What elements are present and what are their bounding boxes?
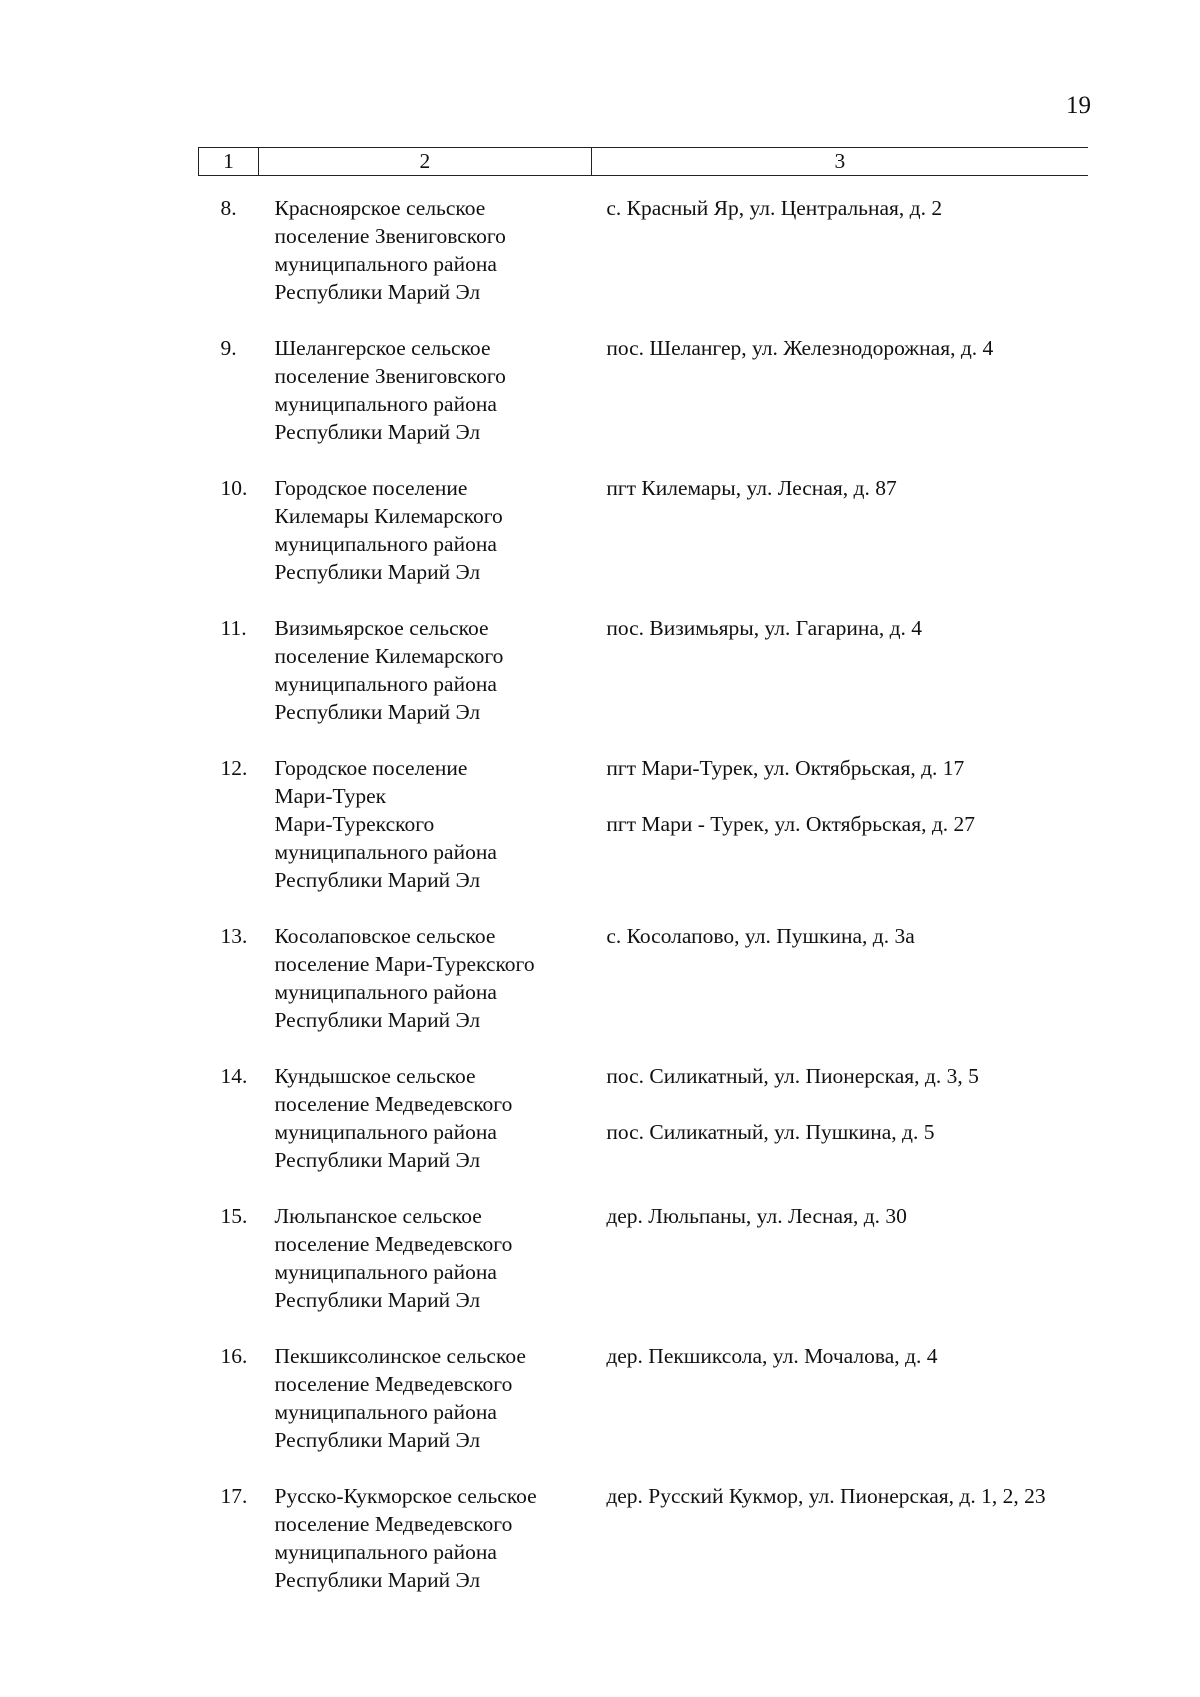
address-line: дер. Люльпаны, ул. Лесная, д. 30 (606, 1204, 907, 1228)
row-number: 13. (220, 924, 248, 948)
table-header (199, 148, 1089, 176)
column-header-1: 1 (199, 148, 259, 176)
address-cell (591, 334, 1088, 474)
address-cell (591, 1342, 1088, 1482)
table-row (199, 614, 1089, 754)
table-row (199, 1062, 1089, 1202)
row-number: 9. (220, 336, 237, 360)
table-row (199, 1202, 1089, 1342)
address-line: дер. Пекшиксола, ул. Мочалова, д. 4 (606, 1344, 938, 1368)
row-number: 10. (220, 476, 248, 500)
address-cell (591, 614, 1088, 754)
address-line: с. Красный Яр, ул. Центральная, д. 2 (606, 196, 943, 220)
settlement-name: Косолаповское сельское поселение Мари-Турекского муниципального района Республики Марий Эл (274, 924, 535, 1032)
settlement-name: Городское поселение Килемары Килемарского муниципального района Республики Марий Эл (274, 476, 503, 584)
address-line: пос. Силикатный, ул. Пионерская, д. 3, 5 (606, 1064, 979, 1088)
row-number: 11. (220, 616, 247, 640)
address-cell (591, 1202, 1088, 1342)
settlement-name: Визимьярское сельское поселение Килемарского муниципального района Республики Марий Эл (274, 616, 504, 724)
address-cell (591, 1062, 1088, 1202)
address-cell (591, 754, 1088, 922)
column-header-3: 3 (591, 148, 1088, 176)
table-row (199, 334, 1089, 474)
settlement-name: Городское поселение Мари-Турек Мари-Турекского муниципального района Республики Марий Эл (274, 756, 497, 892)
table-row (199, 922, 1089, 1062)
address-line: пгт Мари - Турек, ул. Октябрьская, д. 27 (606, 812, 976, 836)
address-cell (591, 176, 1088, 335)
address-line: дер. Русский Кукмор, ул. Пионерская, д. 1, 2, 23 (606, 1484, 1046, 1508)
address-line: пос. Шелангер, ул. Железнодорожная, д. 4 (606, 336, 994, 360)
settlement-name: Пекшиксолинское сельское поселение Медведевского муниципального района Республики Марий Эл (274, 1344, 526, 1452)
table-row (199, 176, 1089, 335)
row-number: 17. (220, 1484, 248, 1508)
settlement-name: Кундышское сельское поселение Медведевского муниципального района Республики Марий Эл (274, 1064, 513, 1172)
address-cell (591, 1482, 1088, 1622)
address-cell (591, 922, 1088, 1062)
address-line: пгт Мари-Турек, ул. Октябрьская, д. 17 (606, 756, 965, 780)
row-number: 16. (220, 1344, 248, 1368)
table-row (199, 474, 1089, 614)
settlement-name: Шелангерское сельское поселение Звениговского муниципального района Республики Марий Эл (274, 336, 506, 444)
address-line: пгт Килемары, ул. Лесная, д. 87 (606, 476, 897, 500)
settlement-name: Люльпанское сельское поселение Медведевского муниципального района Республики Марий Эл (274, 1204, 513, 1312)
table-body (199, 176, 1089, 1623)
address-line: пос. Силикатный, ул. Пушкина, д. 5 (606, 1120, 935, 1144)
page-number: 19 (1066, 92, 1091, 119)
table-row (199, 754, 1089, 922)
settlements-table (198, 147, 1088, 1622)
column-header-2: 2 (258, 148, 591, 176)
row-number: 8. (220, 196, 237, 220)
table-row (199, 1342, 1089, 1482)
row-number: 14. (220, 1064, 248, 1088)
settlement-name: Русско-Кукморское сельское поселение Медведевского муниципального района Республики Марий Эл (274, 1484, 537, 1592)
row-number: 15. (220, 1204, 248, 1228)
row-number: 12. (220, 756, 248, 780)
address-line: пос. Визимьяры, ул. Гагарина, д. 4 (606, 616, 923, 640)
settlement-name: Красноярское сельское поселение Звениговского муниципального района Республики Марий Эл (274, 196, 506, 304)
address-cell (591, 474, 1088, 614)
table-row (199, 1482, 1089, 1622)
address-line: с. Косолапово, ул. Пушкина, д. 3а (606, 924, 915, 948)
